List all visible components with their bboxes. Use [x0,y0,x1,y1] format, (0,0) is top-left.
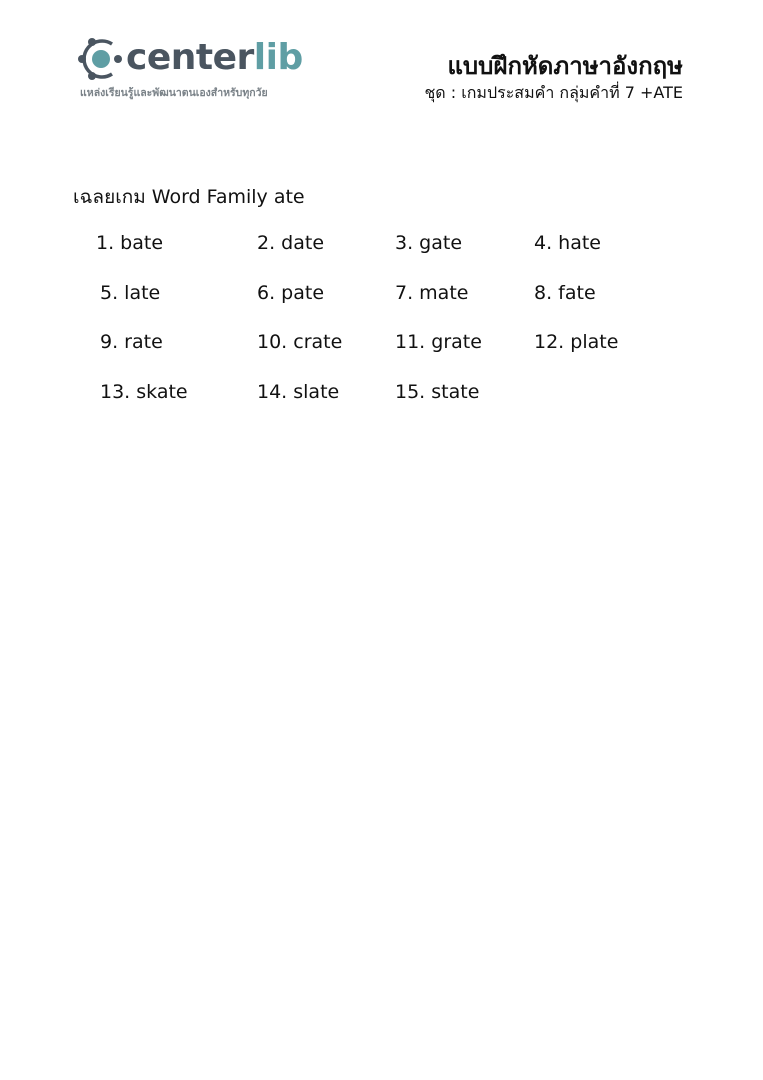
centerlib-logo-icon [78,36,124,82]
worksheet-title: แบบฝึกหัดภาษาอังกฤษ [447,52,683,80]
answer-item: 5. late [100,282,161,304]
answer-item: 8. fate [534,282,596,304]
answer-item: 15. state [395,381,480,403]
answer-item: 12. plate [534,331,619,353]
answer-item: 11. grate [395,331,482,353]
logo-tagline: แหล่งเรียนรู้และพัฒนาตนเองสำหรับทุกวัย [80,87,268,99]
answer-item: 1. bate [96,232,164,254]
answer-item: 2. date [257,232,325,254]
answer-item: 7. mate [395,282,469,304]
answer-item: 10. crate [257,331,343,353]
answer-item: 9. rate [100,331,163,353]
logo-wordmark-center: center [126,37,254,78]
answer-item: 13. skate [100,381,188,403]
answer-item: 14. slate [257,381,340,403]
worksheet-subtitle: ชุด : เกมประสมคำ กลุ่มคำที่ 7 +ATE [424,83,683,102]
answer-key-heading: เฉลยเกม Word Family ate [73,186,305,208]
centerlib-logo [78,34,318,104]
answer-item: 6. pate [257,282,325,304]
logo-wordmark-lib: lib [253,37,303,78]
answer-item: 3. gate [395,232,463,254]
logo-wordmark [126,34,303,82]
answer-item: 4. hate [534,232,601,254]
